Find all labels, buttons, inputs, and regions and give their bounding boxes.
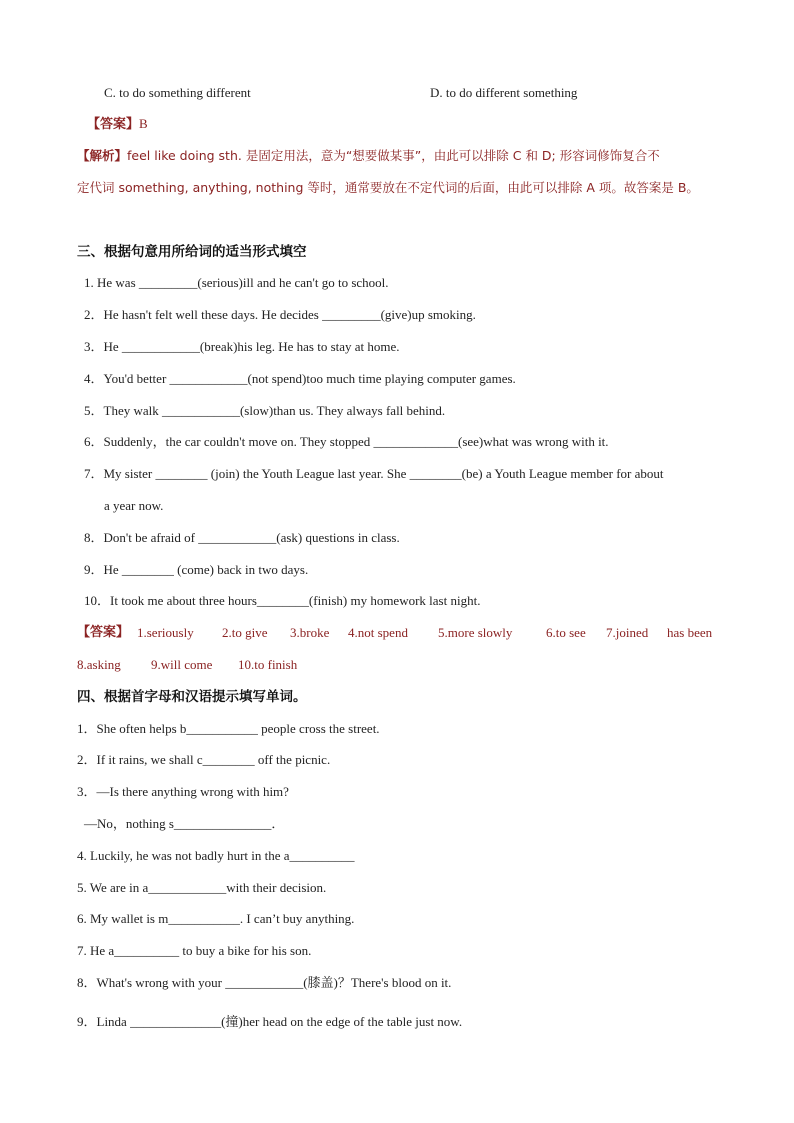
question-4-4: 4. Luckily, he was not badly hurt in the a__________	[77, 848, 355, 863]
section-3-answer-label: 【答案】	[77, 625, 130, 640]
section-3-answer-1: 1.seriously	[137, 625, 194, 640]
question-3-1: 1. He was _________(serious)ill and he can't go to school.	[84, 275, 389, 290]
question-3-2: 2．He hasn't felt well these days. He decides _________(give)up smoking.	[84, 307, 476, 322]
section-3-answers-row-2	[0, 657, 794, 673]
analysis-line-1	[77, 148, 660, 164]
question-4-3: 3．—Is there anything wrong with him?	[77, 784, 289, 799]
question-3-10: 10．It took me about three hours________(finish) my homework last night.	[84, 593, 481, 608]
section-3-answer-2: 2.to give	[222, 625, 268, 640]
question-4-3-reply: —No，nothing s_______________．	[84, 816, 285, 831]
question-3-5: 5．They walk ____________(slow)than us. They always fall behind.	[84, 403, 446, 418]
answer-label: 【答案】	[87, 117, 140, 132]
section-3-answer-7b: has been	[667, 625, 713, 640]
question-3-8: 8．Don't be afraid of ____________(ask) questions in class.	[84, 530, 400, 545]
question-4-7: 7. He a__________ to buy a bike for his son.	[77, 943, 312, 958]
analysis-label: 【解析】	[77, 148, 128, 163]
section-3-answer-6: 6.to see	[546, 625, 586, 640]
question-3-4: 4．You'd better ____________(not spend)too much time playing computer games.	[84, 371, 516, 386]
option-c: C. to do something different	[104, 85, 251, 100]
question-3-9: 9．He ________ (come) back in two days.	[84, 562, 309, 577]
section-3-answer-9: 9.will come	[151, 657, 213, 672]
question-4-8: 8．What's wrong with your ____________(膝盖)？There's blood on it.	[77, 975, 452, 990]
section-3-answers-row-1	[0, 625, 794, 641]
section-3-answer-8: 8.asking	[77, 657, 121, 672]
section-4-title: 四、根据首字母和汉语提示填写单词。	[77, 689, 307, 705]
question-3-6: 6．Suddenly，the car couldn't move on. They stopped _____________(see)what was wrong with it.	[84, 434, 609, 449]
question-4-2: 2．If it rains, we shall c________ off the picnic.	[77, 752, 331, 767]
section-3-answer-4: 4.not spend	[348, 625, 408, 640]
section-3-answer-7: 7.joined	[606, 625, 649, 640]
question-4-9: 9．Linda ______________(撞)her head on the edge of the table just now.	[77, 1014, 463, 1029]
section-3-answer-10: 10.to finish	[238, 657, 298, 672]
answer-value: B	[139, 116, 148, 131]
answer-row	[87, 116, 148, 133]
section-3-answer-5: 5.more slowly	[438, 625, 513, 640]
question-3-7: 7．My sister ________ (join) the Youth League last year. She ________(be) a Youth League member for about	[84, 466, 664, 481]
analysis-text-1: feel like doing sth. 是固定用法，意为“想要做某事”，由此可以排除 C 和 D; 形容词修饰复合不	[127, 148, 660, 163]
section-3-title: 三、根据句意用所给词的适当形式填空	[77, 244, 307, 260]
question-4-1: 1．She often helps b___________ people cross the street.	[77, 721, 380, 736]
section-3-answer-3: 3.broke	[290, 625, 330, 640]
option-d: D. to do different something	[430, 85, 578, 100]
analysis-line-2: 定代词 something, anything, nothing 等时，通常要放在不定代词的后面，由此可以排除 A 项。故答案是 B。	[77, 180, 699, 195]
question-4-5: 5. We are in a____________with their decision.	[77, 880, 327, 895]
question-3-7-cont: a year now.	[104, 498, 164, 513]
question-4-6: 6. My wallet is m___________. I can’t buy anything.	[77, 911, 355, 926]
question-3-3: 3．He ____________(break)his leg. He has to stay at home.	[84, 339, 400, 354]
